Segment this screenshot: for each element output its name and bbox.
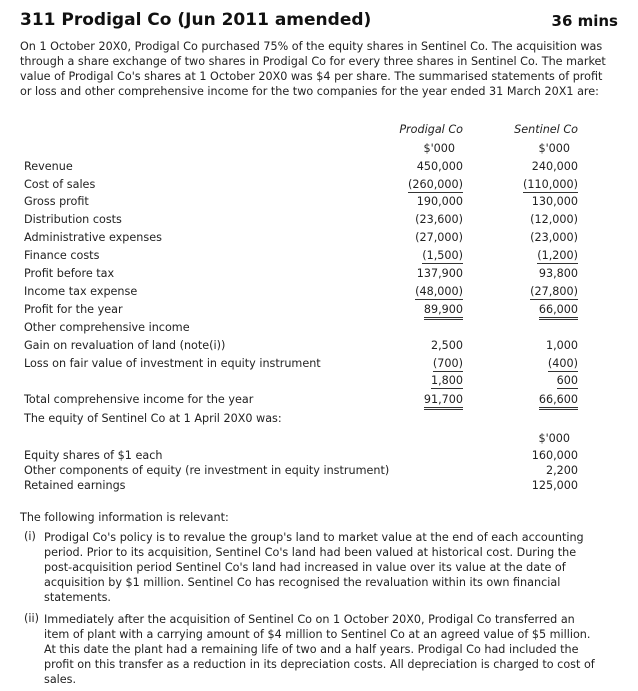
table-row xyxy=(20,284,620,299)
prodigal-value: (23,600) xyxy=(415,213,463,226)
table-row xyxy=(20,320,620,335)
table-row xyxy=(20,266,620,281)
table-row xyxy=(20,230,620,245)
sentinel-value: (400) xyxy=(547,357,578,370)
prodigal-value: (700) xyxy=(432,357,463,370)
prodigal-value: 89,900 xyxy=(424,302,463,320)
note-number: (ii) xyxy=(24,612,39,625)
column-header-sentinel: Sentinel Co xyxy=(514,123,578,136)
prodigal-value: 91,700 xyxy=(424,392,463,410)
sentinel-value: 130,000 xyxy=(531,195,578,208)
intro-paragraph: On 1 October 20X0, Prodigal Co purchased 75% of the equity shares in Sentinel Co. The acquisition was through a share exchange of two shares in Prodigal Co for every three shares in Sentinel Co. The market value of Prodigal Co's shares at 1 October 20X0 was $4 per share. The summarised statements of profit or loss and other comprehensive income for the two companies for the year ended 31 March 20X1 are: xyxy=(20,40,606,98)
prodigal-value: 1,800 xyxy=(430,374,463,387)
equity-label: Retained earnings xyxy=(24,479,126,492)
row-label: Other comprehensive income xyxy=(24,321,190,334)
row-label: Income tax expense xyxy=(24,285,138,298)
row-label: Profit for the year xyxy=(24,303,123,316)
row-label: Cost of sales xyxy=(24,178,96,191)
equity-heading: The equity of Sentinel Co at 1 April 20X0 was: xyxy=(24,412,282,425)
table-row xyxy=(20,248,620,263)
sentinel-value: 66,600 xyxy=(539,392,578,410)
prodigal-value: (48,000) xyxy=(415,285,463,298)
row-label: Gross profit xyxy=(24,195,89,208)
info-heading: The following information is relevant: xyxy=(20,511,229,524)
row-label: Administrative expenses xyxy=(24,231,162,244)
sentinel-value: (27,800) xyxy=(530,285,578,298)
question-title: 311 Prodigal Co (Jun 2011 amended) xyxy=(20,10,372,30)
prodigal-value: (260,000) xyxy=(408,178,463,191)
prodigal-value: 2,500 xyxy=(430,339,463,352)
sentinel-value: (110,000) xyxy=(523,178,578,191)
column-unit-row xyxy=(20,141,620,156)
equity-value: 160,000 xyxy=(531,449,578,462)
table-row xyxy=(20,373,620,388)
equity-label: Other components of equity (re investment in equity instrument) xyxy=(24,464,390,477)
note-number: (i) xyxy=(24,530,36,543)
equity-value: 125,000 xyxy=(531,479,578,492)
table-row xyxy=(20,212,620,227)
sentinel-value: (23,000) xyxy=(530,231,578,244)
sentinel-value: 600 xyxy=(556,374,578,387)
prodigal-value: 137,900 xyxy=(416,267,463,280)
column-header-row xyxy=(20,122,620,137)
equity-row xyxy=(20,448,620,463)
equity-heading-row xyxy=(20,411,620,426)
prodigal-value: 450,000 xyxy=(416,160,463,173)
equity-row xyxy=(20,478,620,493)
row-label: Gain on revaluation of land (note(i)) xyxy=(24,339,226,352)
row-label: Distribution costs xyxy=(24,213,122,226)
table-row xyxy=(20,392,620,407)
table-row xyxy=(20,302,620,317)
column-unit-prodigal: $'000 xyxy=(423,142,455,155)
time-allocation: 36 mins xyxy=(551,12,618,30)
table-row xyxy=(20,356,620,371)
row-label: Finance costs xyxy=(24,249,100,262)
equity-row xyxy=(20,463,620,478)
note-text: Prodigal Co's policy is to revalue the group's land to market value at the end of each accounting period. Prior to its acquisition, Sentinel Co's land had been valued at historical cost. During the post-acquisition period Sentinel Co's land had increased in value over its value at the date of acquisition by $1 million. Sentinel Co has recognised the revaluation within its own financial statements. xyxy=(44,531,584,604)
equity-unit: $'000 xyxy=(538,432,570,445)
table-row xyxy=(20,159,620,174)
column-header-prodigal: Prodigal Co xyxy=(399,123,463,136)
sentinel-value: 240,000 xyxy=(531,160,578,173)
equity-label: Equity shares of $1 each xyxy=(24,449,163,462)
note-text: Immediately after the acquisition of Sentinel Co on 1 October 20X0, Prodigal Co transferred an item of plant with a carrying amount of $4 million to Sentinel Co at an agreed value of $5 million. At this date the plant had a remaining life of two and a half years. Prodigal Co had included the profit on this transfer as a reduction in its depreciation costs. All depreciation is charged to cost of sales. xyxy=(44,613,595,686)
row-label: Loss on fair value of investment in equity instrument xyxy=(24,357,321,370)
prodigal-value: 190,000 xyxy=(416,195,463,208)
row-label: Revenue xyxy=(24,160,73,173)
sentinel-value: 66,000 xyxy=(539,302,578,320)
sentinel-value: (12,000) xyxy=(530,213,578,226)
prodigal-value: (1,500) xyxy=(422,249,463,262)
table-row xyxy=(20,338,620,353)
prodigal-value: (27,000) xyxy=(415,231,463,244)
row-label: Total comprehensive income for the year xyxy=(24,393,254,406)
table-row xyxy=(20,194,620,209)
column-unit-sentinel: $'000 xyxy=(538,142,570,155)
sentinel-value: 1,000 xyxy=(545,339,578,352)
equity-unit-row xyxy=(20,431,620,446)
sentinel-value: (1,200) xyxy=(537,249,578,262)
sentinel-value: 93,800 xyxy=(538,267,578,280)
row-label: Profit before tax xyxy=(24,267,115,280)
table-row xyxy=(20,177,620,192)
equity-value: 2,200 xyxy=(545,464,578,477)
